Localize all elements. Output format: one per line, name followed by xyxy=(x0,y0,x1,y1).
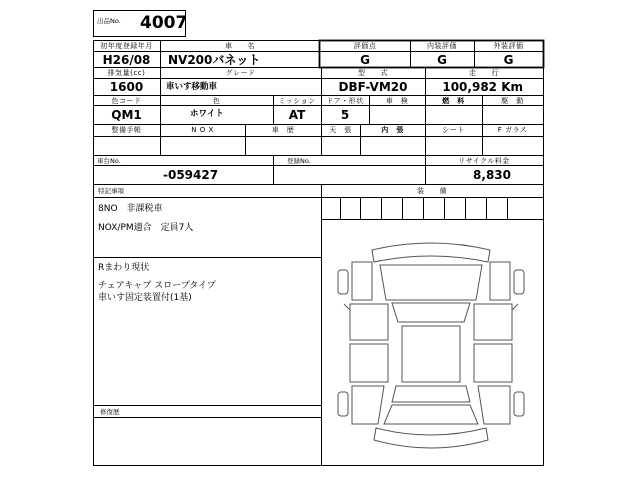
drive-label: 駆 動 xyxy=(501,97,524,105)
front-glass-label: F ガラス xyxy=(497,126,528,134)
maintenance-manual-label: 整備手帳 xyxy=(111,126,142,134)
recycle-fee-value: 8,830 xyxy=(473,168,511,182)
exterior-rating-value: G xyxy=(503,53,514,67)
notes-label: 特記事項 xyxy=(98,187,124,195)
lot-number: 4007 xyxy=(140,13,188,33)
color-code-label: 色コード xyxy=(111,97,142,105)
year-value: H26/08 xyxy=(102,53,151,67)
repair-history-label: 修復歴 xyxy=(100,408,120,416)
rating-value: G xyxy=(360,53,370,67)
chassis-number-value: -059427 xyxy=(163,168,219,182)
equipment-label: 装 備 xyxy=(417,187,447,195)
displacement-label: 排気量(cc) xyxy=(107,69,146,77)
registration-number-label: 登録No. xyxy=(287,157,311,165)
interior-trim-label: 内 張 xyxy=(381,126,404,134)
lot-number-label: 出品No. xyxy=(97,17,121,25)
notes-line: チェアキャブ スロープタイプ xyxy=(98,281,216,291)
exterior-rating-label: 外装評価 xyxy=(493,42,524,50)
mileage-label: 走 行 xyxy=(469,69,499,77)
chassis-number-label: 車台No. xyxy=(97,157,121,165)
mileage-value: 100,982 Km xyxy=(442,80,523,94)
mission-value: AT xyxy=(288,108,306,122)
history-label: 車 歴 xyxy=(271,126,295,134)
model-value: DBF-VM20 xyxy=(338,80,408,94)
rating-label: 評価点 xyxy=(353,42,377,50)
notes-line: 車いす固定装置付(1基) xyxy=(98,293,192,303)
seat-label: シート xyxy=(442,126,465,134)
roof-lining-label: 天 張 xyxy=(329,126,352,134)
displacement-value: 1600 xyxy=(109,80,144,94)
recycle-fee-label: リサイクル料金 xyxy=(458,157,510,165)
notes-line: 8NO 非課税車 xyxy=(98,204,163,214)
car-name-value: NV200バネット xyxy=(168,53,261,67)
model-label: 型 式 xyxy=(358,69,388,77)
interior-rating-label: 内装評価 xyxy=(427,42,457,50)
grade-value: 車いす移動車 xyxy=(166,82,218,92)
notes-line: NOX/PM適合 定員7人 xyxy=(98,223,194,233)
mission-label: ミッション xyxy=(278,97,316,105)
notes-line: Rまわり現状 xyxy=(98,263,150,273)
doors-label: ドア・形状 xyxy=(326,97,364,105)
doors-value: 5 xyxy=(340,108,350,122)
color-code-value: QM1 xyxy=(111,108,142,122)
interior-rating-value: G xyxy=(437,53,447,67)
inspection-label: 車 検 xyxy=(385,97,409,105)
year-label: 初年度登録年月 xyxy=(100,42,153,50)
color-value: ホワイト xyxy=(190,109,224,119)
grade-label: グレード xyxy=(225,69,256,77)
nox-label: N O X xyxy=(191,126,214,134)
car-name-label: 車 名 xyxy=(225,42,255,50)
color-label: 色 xyxy=(212,97,221,105)
fuel-label: 燃 料 xyxy=(442,97,465,105)
